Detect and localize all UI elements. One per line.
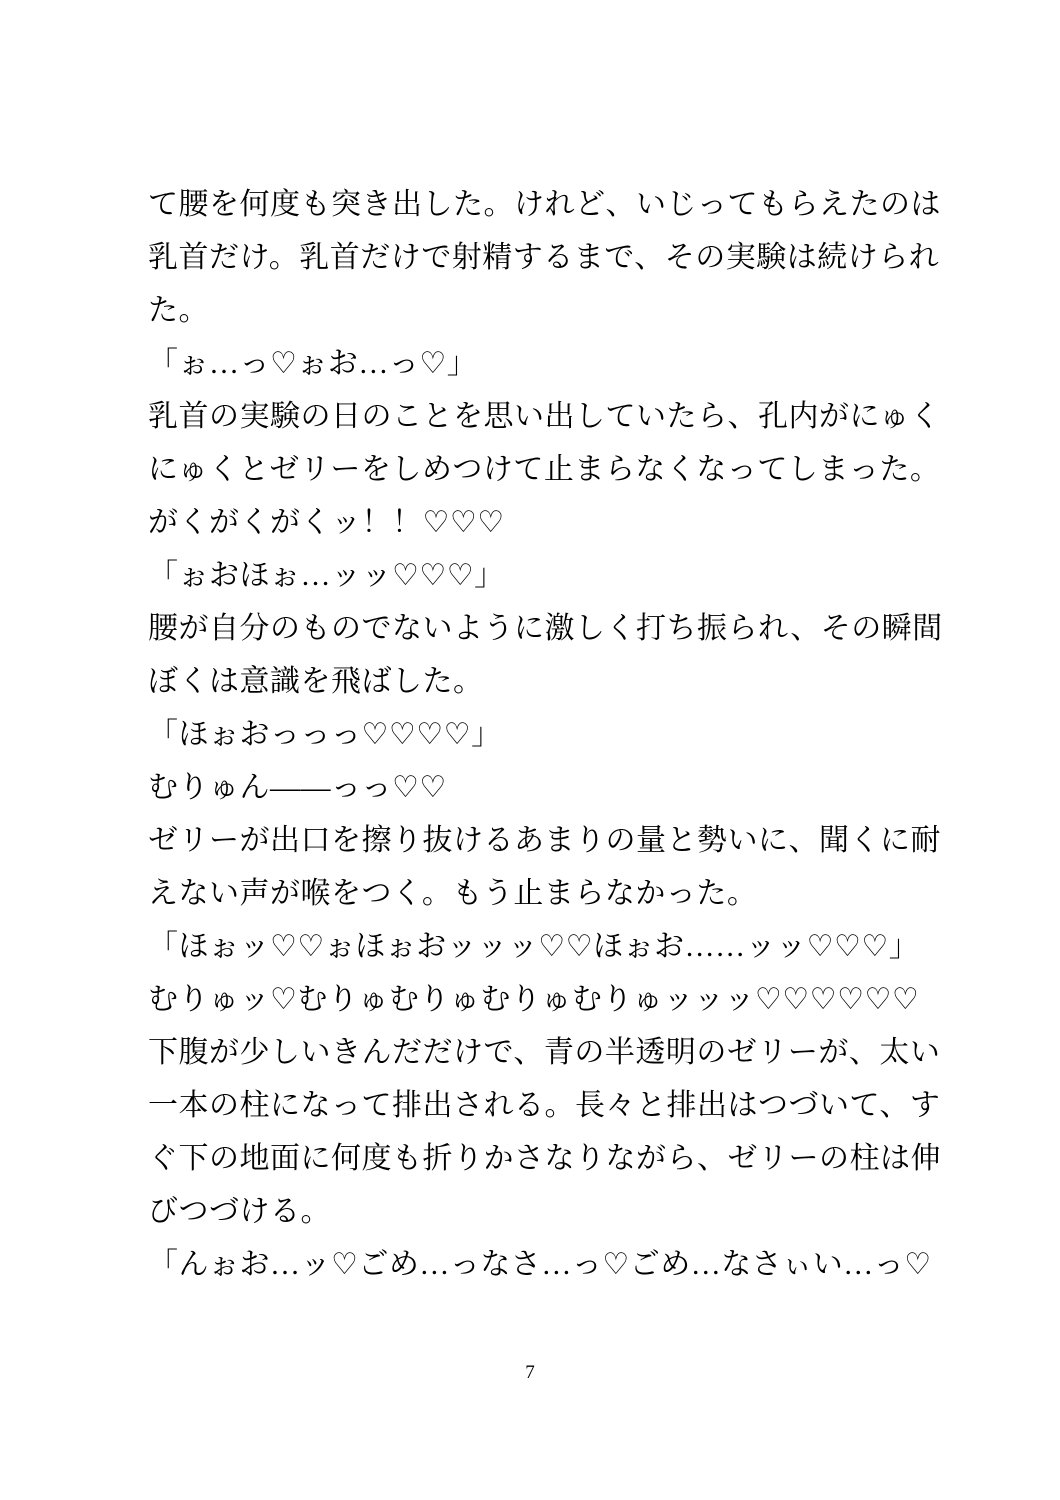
text-line: がくがくがくッ！！♡♡♡ (148, 506, 505, 539)
text-line: 「ぉ…っ♡ぉお…っ♡」 (148, 347, 478, 380)
text-line: ゼリーが出口を擦り抜けるあまりの量と勢いに、聞くに耐 (148, 824, 941, 857)
body-text (148, 178, 943, 1291)
text-line: 「ほぉおっっっ♡♡♡♡」 (148, 718, 502, 751)
text-line: むりゅん――っっ♡♡ (148, 771, 447, 804)
text-line: 下腹が少しいきんだだけで、青の半透明のゼリーが、太い (148, 1036, 941, 1069)
page-number: 7 (525, 1362, 535, 1383)
text-line: て腰を何度も突き出した。けれど、いじってもらえたのは (148, 188, 941, 221)
text-line: にゅくとゼリーをしめつけて止まらなくなってしまった。 (148, 453, 941, 486)
text-line: 「ぉおほぉ…ッッ♡♡♡」 (148, 559, 505, 592)
text-line: えない声が喉をつく。もう止まらなかった。 (148, 877, 758, 910)
text-line: 「んぉお…ッ♡ごめ…っなさ…っ♡ごめ…なさぃい…っ♡ (148, 1248, 932, 1281)
text-line: ぐ下の地面に何度も折りかさなりながら、ゼリーの柱は伸 (148, 1142, 941, 1175)
text-line: 一本の柱になって排出される。長々と排出はつづいて、す (148, 1089, 941, 1122)
text-line: ぼくは意識を飛ばした。 (148, 665, 484, 698)
text-line: 乳首の実験の日のことを思い出していたら、孔内がにゅく (148, 400, 941, 433)
text-line: びつづける。 (148, 1195, 331, 1228)
text-line: 乳首だけ。乳首だけで射精するまで、その実験は続けられ (148, 241, 940, 274)
text-line: 「ほぉッ♡♡ぉほぉおッッッ♡♡ほぉお……ッッ♡♡♡」 (148, 930, 920, 963)
text-line: むりゅッ♡むりゅむりゅむりゅむりゅッッッ♡♡♡♡♡♡ (148, 983, 920, 1016)
text-line: た。 (148, 294, 209, 327)
text-line: 腰が自分のものでないように激しく打ち振られ、その瞬間 (148, 612, 943, 645)
